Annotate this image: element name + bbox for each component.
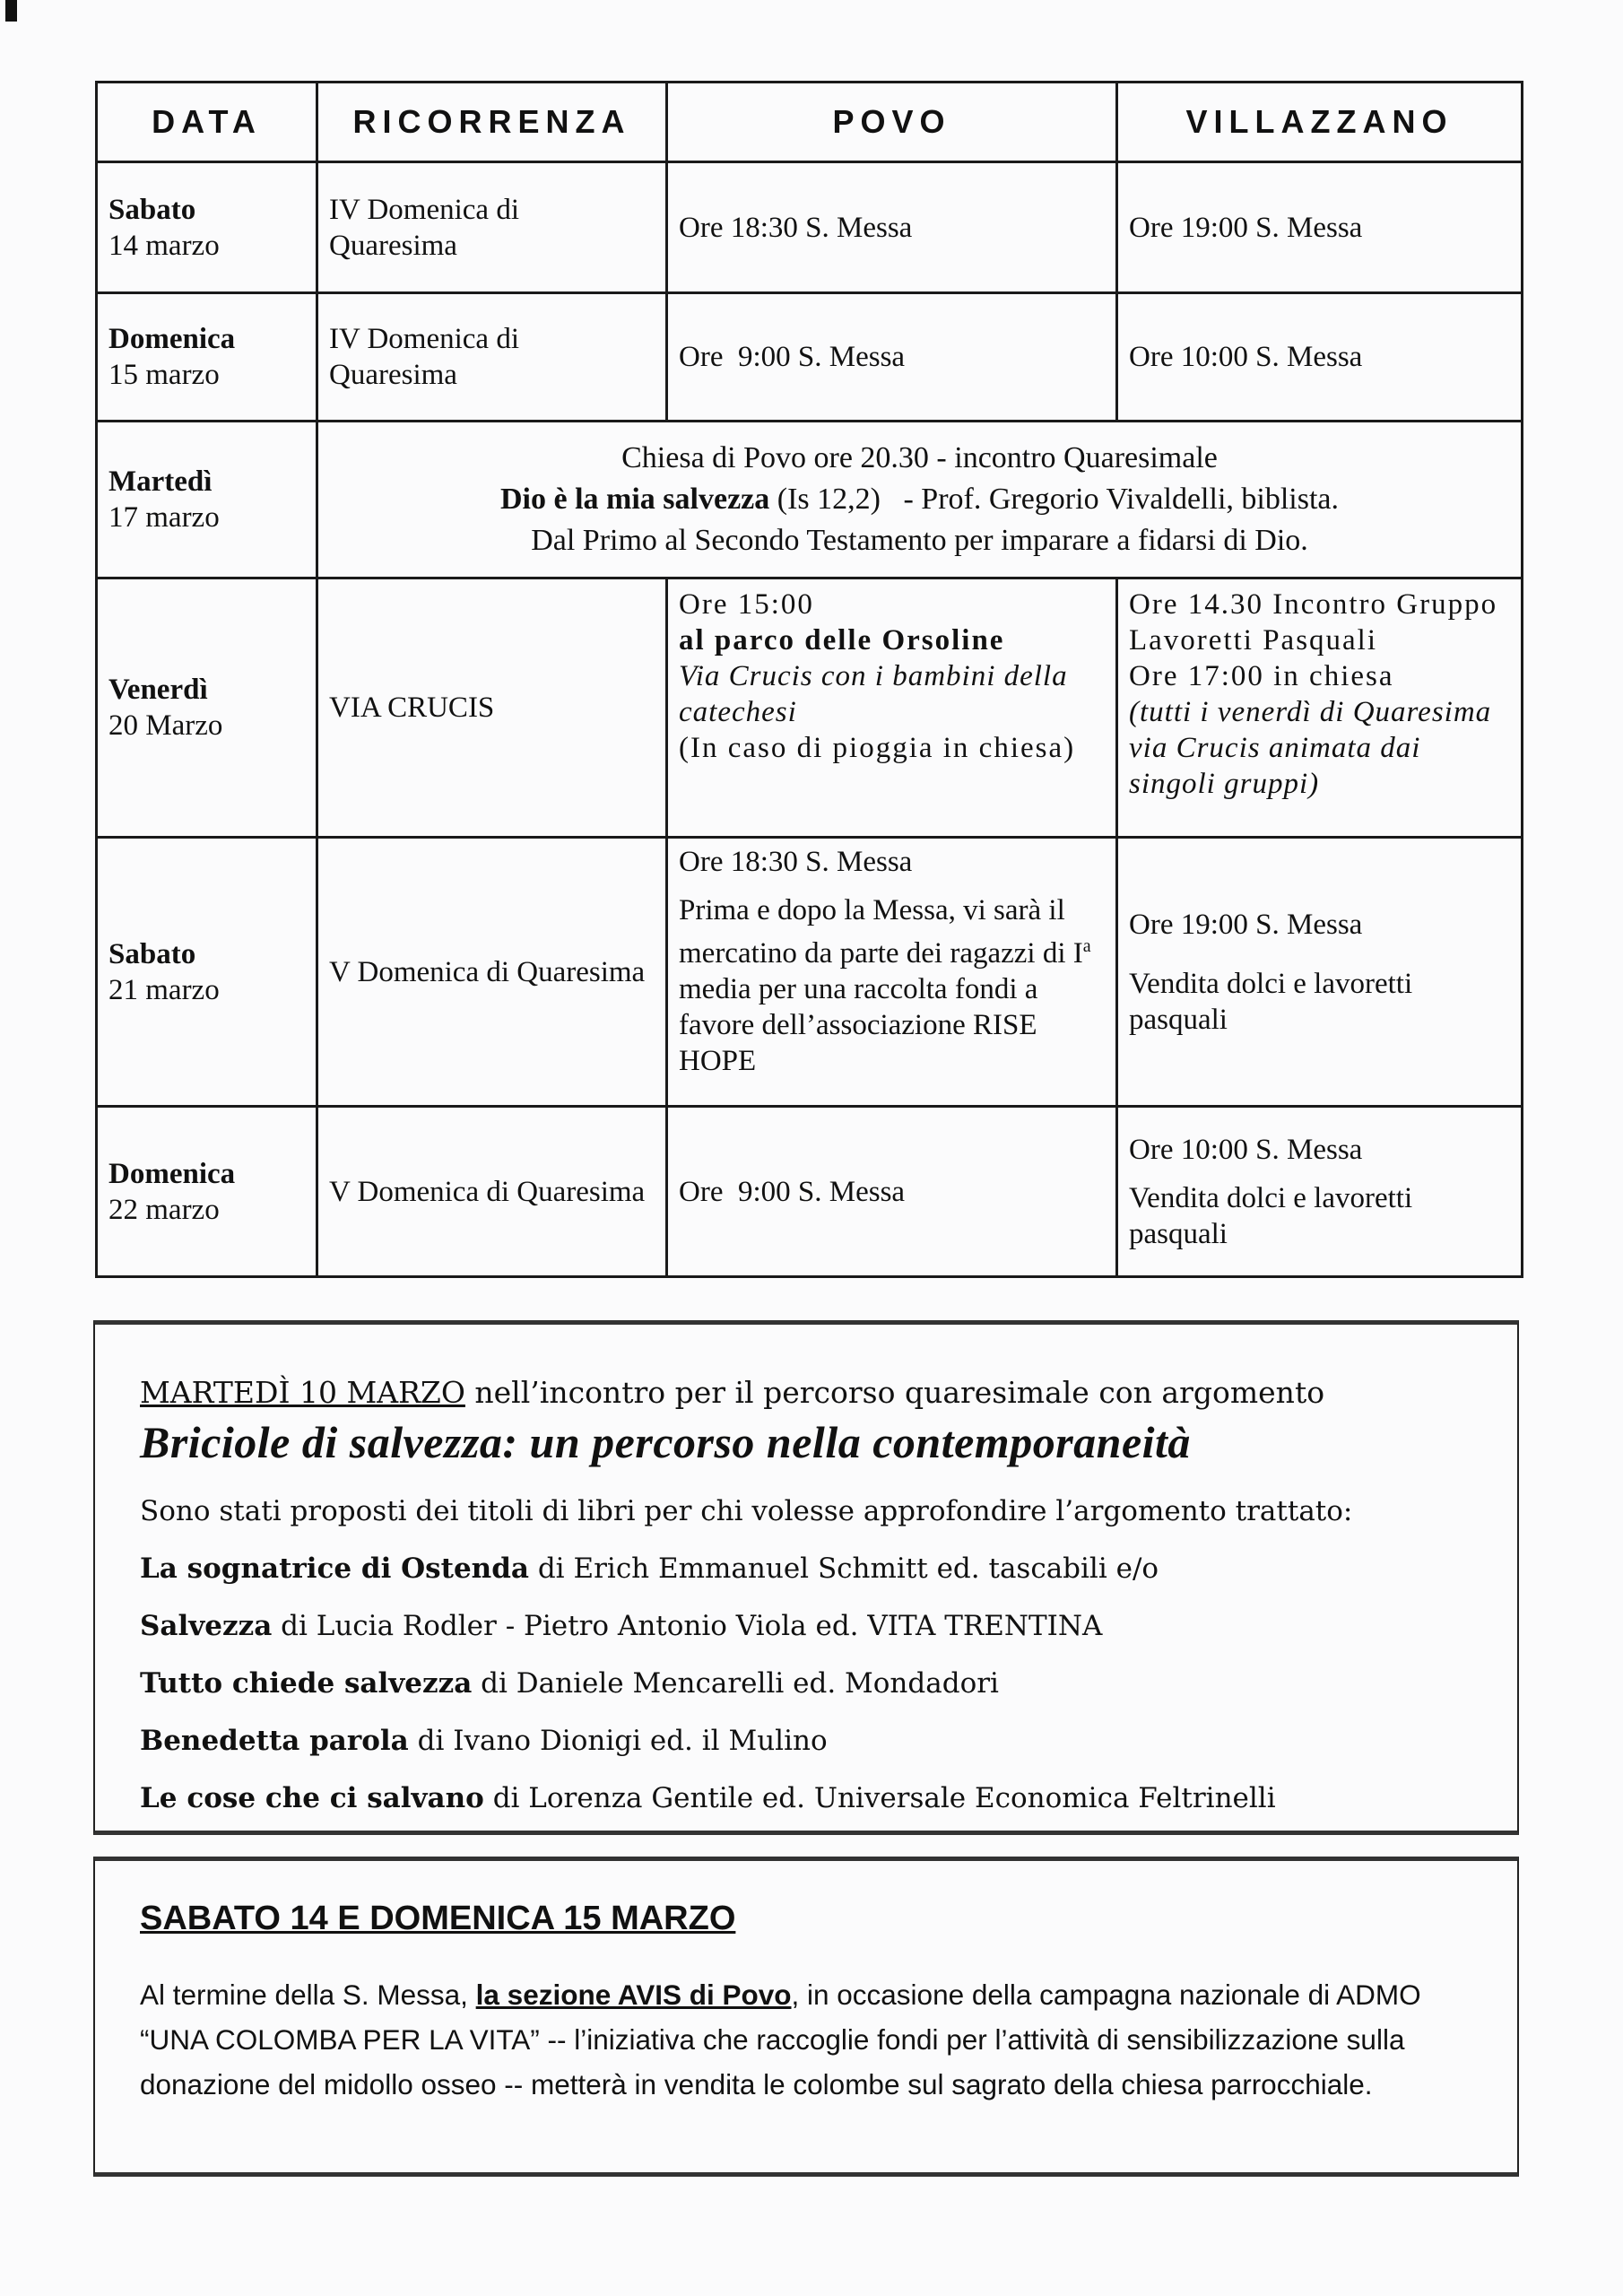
day-name: Martedì bbox=[108, 465, 213, 498]
header-data: DATA bbox=[97, 83, 317, 162]
date-cell bbox=[97, 293, 317, 422]
ricorrenza-cell: IV Domenica di Quaresima bbox=[317, 293, 667, 422]
day-name: Sabato bbox=[108, 193, 196, 226]
header-ricorrenza: RICORRENZA bbox=[317, 83, 667, 162]
avis-heading: SABATO 14 E DOMENICA 15 MARZO bbox=[140, 1900, 736, 1937]
book-title: Salvezza bbox=[140, 1610, 273, 1642]
spacer bbox=[1129, 1168, 1510, 1180]
avis-box bbox=[93, 1857, 1519, 2177]
book-item bbox=[140, 1712, 1472, 1770]
spacer bbox=[679, 880, 1105, 892]
ordinal-sup: a bbox=[1082, 936, 1091, 956]
table-row bbox=[97, 838, 1523, 1107]
books-title: Briciole di salvezza: un percorso nella contemporaneità bbox=[140, 1417, 1191, 1467]
day-name: Sabato bbox=[108, 937, 196, 970]
villazzano-note: Vendita dolci e lavoretti pasquali bbox=[1129, 967, 1413, 1036]
day-date: 20 Marzo bbox=[108, 709, 223, 742]
table-row bbox=[97, 293, 1523, 422]
villazzano-cell bbox=[1117, 578, 1523, 838]
table-row bbox=[97, 162, 1523, 293]
header-povo: POVO bbox=[667, 83, 1117, 162]
day-date: 15 marzo bbox=[108, 359, 220, 391]
date-cell bbox=[97, 422, 317, 578]
villazzano-time: Ore 10:00 S. Messa bbox=[1129, 1133, 1363, 1166]
book-item bbox=[140, 1540, 1472, 1597]
market-text-pre: Prima e dopo la Messa, vi sarà il mercatino da parte dei ragazzi di I bbox=[679, 894, 1083, 970]
book-item bbox=[140, 1655, 1472, 1712]
day-name: Domenica bbox=[108, 1157, 236, 1190]
povo-place: al parco delle Orsoline bbox=[679, 624, 1005, 657]
villazzano-time: Ore 19:00 S. Messa bbox=[1129, 908, 1363, 941]
books-intro bbox=[140, 1371, 1472, 1414]
villazzano-cell bbox=[1117, 838, 1523, 1107]
ricorrenza-cell: V Domenica di Quaresima bbox=[317, 838, 667, 1107]
day-date: 14 marzo bbox=[108, 229, 220, 262]
header-villazzano: VILLAZZANO bbox=[1117, 83, 1523, 162]
schedule-header-row bbox=[97, 83, 1523, 162]
avis-section-name: la sezione AVIS di Povo bbox=[475, 1979, 792, 2011]
date-cell bbox=[97, 1107, 317, 1277]
date-cell bbox=[97, 838, 317, 1107]
ricorrenza-cell: VIA CRUCIS bbox=[317, 578, 667, 838]
povo-time: Ore 15:00 bbox=[679, 588, 814, 621]
villazzano-cell: Ore 19:00 S. Messa bbox=[1117, 162, 1523, 293]
event-line-2 bbox=[329, 479, 1510, 520]
villazzano-line-2: Ore 17:00 in chiesa bbox=[1129, 660, 1394, 692]
intro-date: MARTEDÌ 10 MARZO bbox=[140, 1375, 465, 1410]
povo-cell bbox=[667, 578, 1117, 838]
villazzano-line-1: Ore 14.30 Incontro Gruppo Lavoretti Pasquali bbox=[1129, 588, 1498, 657]
intro-rest: nell’incontro per il percorso quaresimale con argomento bbox=[464, 1375, 1325, 1410]
book-item bbox=[140, 1770, 1472, 1827]
scan-edge-mark bbox=[5, 0, 17, 22]
avis-text-post: , in occasione della campagna nazionale di ADMO “UNA COLOMBA PER LA VITA” -- l’iniziativa che raccoglie fondi per l’attività di sensibilizzazione sulla donazione del midollo osseo -- metterà in vendita le colombe sul sagrato della chiesa parrocchiale. bbox=[140, 1979, 1421, 2100]
day-name: Venerdì bbox=[108, 674, 208, 706]
avis-text-pre: Al termine della S. Messa, bbox=[140, 1979, 476, 2011]
event-title: Dio è la mia salvezza bbox=[500, 483, 770, 516]
books-box bbox=[93, 1320, 1519, 1835]
schedule-table bbox=[95, 81, 1523, 1278]
day-name: Domenica bbox=[108, 323, 236, 355]
povo-market-text bbox=[679, 894, 1091, 1077]
ricorrenza-cell: V Domenica di Quaresima bbox=[317, 1107, 667, 1277]
merged-event-cell bbox=[317, 422, 1523, 578]
day-date: 17 marzo bbox=[108, 501, 220, 534]
day-date: 21 marzo bbox=[108, 973, 220, 1006]
povo-cell: Ore 18:30 S. Messa bbox=[667, 162, 1117, 293]
povo-rain-note: (In caso di pioggia in chiesa) bbox=[679, 732, 1076, 764]
book-details: di Erich Emmanuel Schmitt ed. tascabili e/o bbox=[528, 1552, 1159, 1585]
date-cell bbox=[97, 578, 317, 838]
book-title: Tutto chiede salvezza bbox=[140, 1667, 473, 1700]
book-title: Le cose che ci salvano bbox=[140, 1782, 484, 1814]
povo-time: Ore 18:30 S. Messa bbox=[679, 846, 913, 878]
event-speaker: (Is 12,2) - Prof. Gregorio Vivaldelli, biblista. bbox=[769, 483, 1339, 516]
book-details: di Lorenza Gentile ed. Universale Economica Feltrinelli bbox=[483, 1782, 1276, 1814]
book-title: La sognatrice di Ostenda bbox=[140, 1552, 529, 1585]
book-item bbox=[140, 1597, 1472, 1655]
event-line-1: Chiesa di Povo ore 20.30 - incontro Quaresimale bbox=[621, 441, 1218, 474]
table-row bbox=[97, 422, 1523, 578]
spacer bbox=[1129, 943, 1510, 966]
book-title: Benedetta parola bbox=[140, 1725, 409, 1757]
book-details: di Ivano Dionigi ed. il Mulino bbox=[408, 1725, 828, 1757]
villazzano-cell: Ore 10:00 S. Messa bbox=[1117, 293, 1523, 422]
povo-activity: Via Crucis con i bambini della catechesi bbox=[679, 660, 1068, 728]
villazzano-cell bbox=[1117, 1107, 1523, 1277]
povo-cell: Ore 9:00 S. Messa bbox=[667, 1107, 1117, 1277]
market-text-post: media per una raccolta fondi a favore dell’associazione RISE HOPE bbox=[679, 973, 1038, 1077]
villazzano-note: (tutti i venerdì di Quaresima via Crucis animata dai singoli gruppi) bbox=[1129, 696, 1492, 800]
date-cell bbox=[97, 162, 317, 293]
books-lead: Sono stati proposti dei titoli di libri per chi volesse approfondire l’argomento trattato: bbox=[140, 1495, 1353, 1527]
villazzano-note: Vendita dolci e lavoretti pasquali bbox=[1129, 1181, 1413, 1250]
povo-cell: Ore 9:00 S. Messa bbox=[667, 293, 1117, 422]
table-row bbox=[97, 1107, 1523, 1277]
book-details: di Lucia Rodler - Pietro Antonio Viola ed. VITA TRENTINA bbox=[272, 1610, 1103, 1642]
event-line-3: Dal Primo al Secondo Testamento per imparare a fidarsi di Dio. bbox=[531, 524, 1308, 557]
ricorrenza-cell: IV Domenica di Quaresima bbox=[317, 162, 667, 293]
day-date: 22 marzo bbox=[108, 1193, 220, 1226]
avis-body bbox=[140, 1972, 1472, 2107]
table-row bbox=[97, 578, 1523, 838]
book-details: di Daniele Mencarelli ed. Mondadori bbox=[472, 1667, 999, 1700]
povo-cell bbox=[667, 838, 1117, 1107]
